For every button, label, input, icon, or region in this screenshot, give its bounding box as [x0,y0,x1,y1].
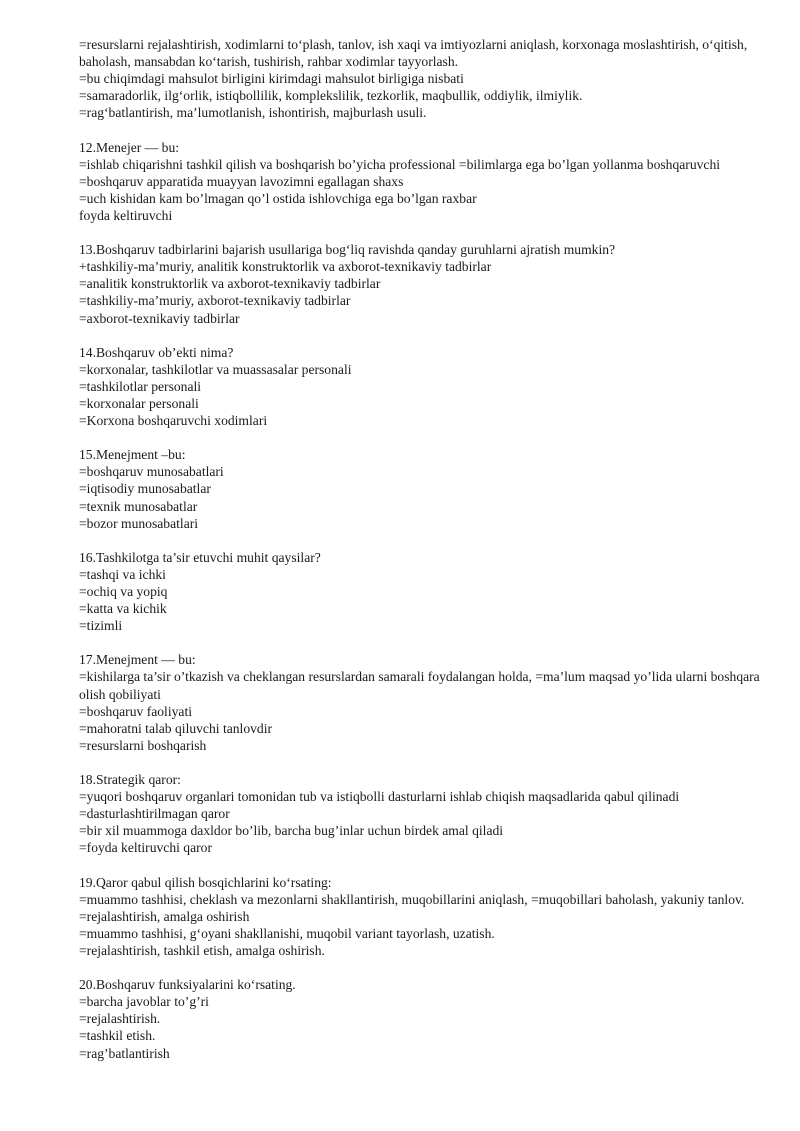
answer-line: =korxonalar, tashkilotlar va muassasalar personali [79,361,352,377]
question-15 [79,446,769,531]
answer-line: =tizimli [79,618,123,634]
answer-line: =resurslarni rejalashtirish, xodimlarni to‘plash, tanlov, ish xaqi va imtiyozlarni aniqlash, korxonaga moslashtirish, o‘qitish, baholash, mansabdan ko‘tarish, tushirish, rahbar xodimlar tayyorlash. [79,37,748,70]
answer-line: =tashkilotlar personali [79,378,202,394]
answer-line: =korxonalar personali [79,395,199,411]
answer-line: =bozor munosabatlari [79,515,199,531]
answer-line: =tashkil etish. [79,1028,156,1044]
answer-line: =rejalashtirish. [79,1011,161,1027]
question-13 [79,241,769,326]
answer-line: =analitik konstruktorlik va axborot-texnikaviy tadbirlar [79,276,381,292]
answer-line: =boshqaruv faoliyati [79,703,192,719]
question-14 [79,344,769,429]
answer-line: foyda keltiruvchi [79,207,173,223]
answer-line: =muammo tashhisi, cheklash va mezonlarni shakllantirish, muqobillarini aniqlash, =muqobillari baholash, yakuniy tanlov. [79,891,745,907]
question-17 [79,651,769,754]
answer-line: +tashkiliy-ma’muriy, analitik konstruktorlik va axborot-texnikaviy tadbirlar [79,259,492,275]
answer-line: =rejalashtirish, tashkil etish, amalga oshirish. [79,942,325,958]
answer-line: =yuqori boshqaruv organlari tomonidan tub va istiqbolli dasturlarni ishlab chiqish maqsadlarida qabul qilinadi [79,789,680,805]
answer-line: =uch kishidan kam bo’lmagan qo’l ostida ishlovchiga ega bo’lgan raxbar [79,190,477,206]
answer-line: =tashkiliy-ma’muriy, axborot-texnikaviy tadbirlar [79,293,351,309]
question-20 [79,976,769,1061]
question-title: 14.Boshqaruv ob’ekti nima? [79,344,234,360]
answer-line: =boshqaruv munosabatlari [79,464,224,480]
document-page [79,36,769,1062]
question-title: 15.Menejment –bu: [79,447,186,463]
question-18 [79,771,769,856]
question-title: 17.Menejment — bu: [79,652,196,668]
answer-line: =bu chiqimdagi mahsulot birligini kirimdagi mahsulot birligiga nisbati [79,71,464,87]
question-19 [79,874,769,959]
answer-line: =rag’batlantirish [79,1045,170,1061]
answer-line: =bir xil muammoga daxldor bo’lib, barcha bug’inlar uchun birdek amal qiladi [79,823,504,839]
question-title: 20.Boshqaruv funksiyalarini ko‘rsating. [79,977,296,993]
question-title: 12.Menejer — bu: [79,139,180,155]
answer-line: =axborot-texnikaviy tadbirlar [79,310,240,326]
answer-line: =muammo tashhisi, g‘oyani shakllanishi, muqobil variant tayorlash, uzatish. [79,925,495,941]
answer-line: =mahoratni talab qiluvchi tanlovdir [79,720,273,736]
answer-line: =rejalashtirish, amalga oshirish [79,908,250,924]
answer-line: =katta va kichik [79,601,167,617]
question-16 [79,549,769,634]
answer-line: =kishilarga ta’sir o’tkazish va cheklangan resurslardan samarali foydalangan holda, =ma’lum maqsad yo’lida ularni boshqara olish qobiliyati [79,669,760,702]
answer-line: =texnik munosabatlar [79,498,198,514]
intro-answers [79,36,769,121]
answer-line: =ishlab chiqarishni tashkil qilish va boshqarish bo’yicha professional =bilimlarga ega bo’lgan yollanma boshqaruvchi [79,156,721,172]
answer-line: =boshqaruv apparatida muayyan lavozimni egallagan shaxs [79,173,404,189]
question-title: 19.Qaror qabul qilish bosqichlarini ko‘rsating: [79,874,332,890]
answer-line: =tashqi va ichki [79,566,166,582]
answer-line: =Korxona boshqaruvchi xodimlari [79,413,268,429]
answer-line: =dasturlashtirilmagan qaror [79,806,230,822]
answer-line: =ochiq va yopiq [79,584,168,599]
question-12 [79,139,769,224]
question-title: 18.Strategik qaror: [79,772,181,788]
question-title: 16.Tashkilotga ta’sir etuvchi muhit qaysilar? [79,549,321,565]
answer-line: =rag‘batlantirish, ma’lumotlanish, ishontirish, majburlash usuli. [79,105,427,121]
answer-line: =foyda keltiruvchi qaror [79,840,212,856]
answer-line: =barcha javoblar to’g’ri [79,994,209,1010]
answer-line: =resurslarni boshqarish [79,737,207,753]
answer-line: =iqtisodiy munosabatlar [79,481,211,497]
answer-line: =samaradorlik, ilg‘orlik, istiqbollilik, komplekslilik, tezkorlik, maqbullik, oddiylik, ilmiylik. [79,88,583,104]
question-title: 13.Boshqaruv tadbirlarini bajarish usullariga bog‘liq ravishda qanday guruhlarni ajratish mumkin? [79,242,616,258]
